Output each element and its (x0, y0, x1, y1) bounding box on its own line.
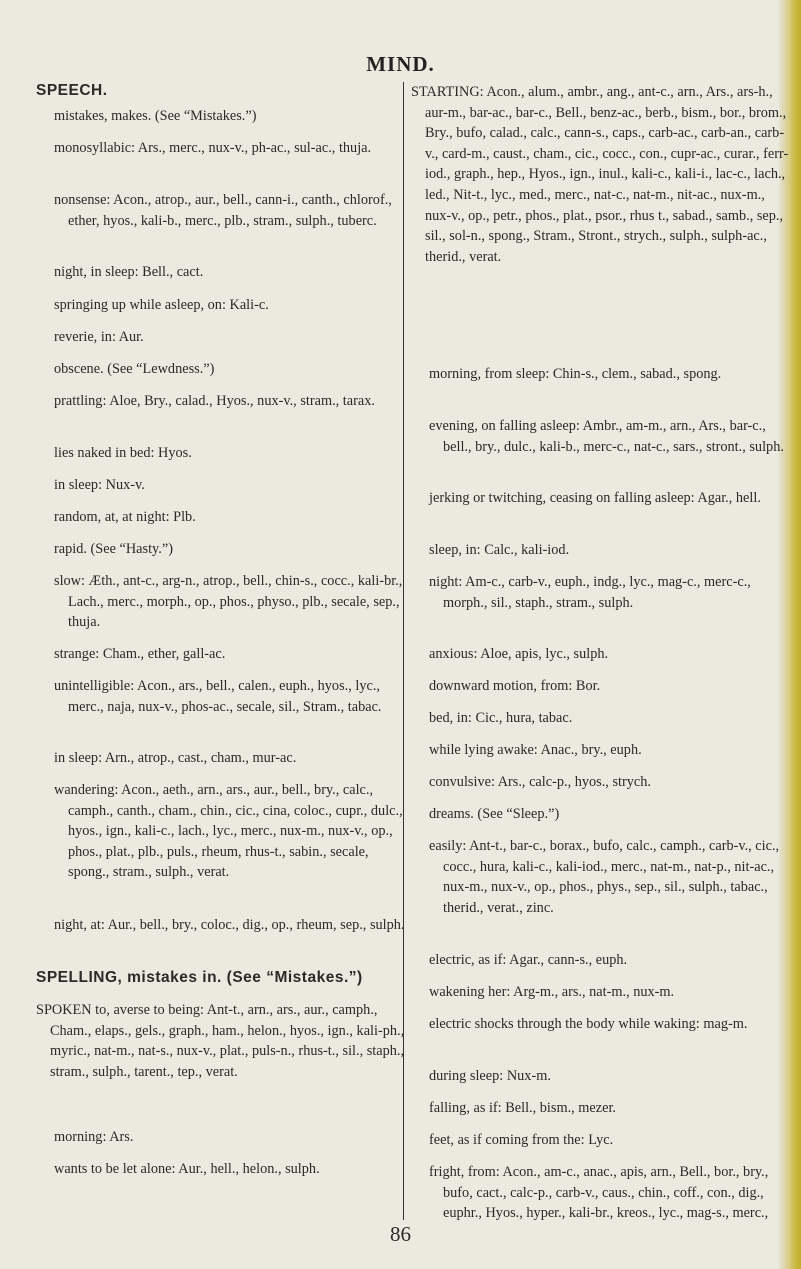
entry-starting: STARTING: Acon., alum., ambr., ang., ant-c., arn., Ars., ars-h., aur-m., bar-ac., bar-c., Bell., benz-ac., berb., bism., bor., brom., Bry., bufo, calad., calc., cann-s., caps., carb-ac., carb-an., carb-v., card-m., caust., cham., cic., cocc., con., cupr-ac., curar., ferr-iod., graph., hep., Hyos., ign., inul., kali-c., kali-i., lac-c., lach., led., Nit-t., lyc., med., merc., nat-c., nat-m., nit-ac., nux-m., nux-v., op., petr., phos., plat., psor., rhus t., sabad., samb., sep., sil., sol-n., spong., Stram., Stront., strych., sulph., sulph-ac., therid., verat. (411, 84, 789, 265)
entry-obscene: obscene. (See “Lewdness.”) (54, 361, 215, 377)
entry-morning-from-sleep: morning, from sleep: Chin-s., clem., sabad., spong. (429, 366, 722, 382)
entry-falling: falling, as if: Bell., bism., mezer. (429, 1100, 617, 1116)
entry-wants-alone: wants to be let alone: Aur., hell., helon., sulph. (54, 1161, 320, 1177)
entry-random: random, at, at night: Plb. (54, 509, 196, 525)
entry-sleep-in: sleep, in: Calc., kali-iod. (429, 542, 570, 558)
entry-slow: slow: Æth., ant-c., arg-n., atrop., bell., chin-s., cocc., kali-br., Lach., merc., morph., op., phos., physo., plb., secale, sep., thuja. (54, 573, 403, 631)
entry-night-in-sleep: night, in sleep: Bell., cact. (54, 264, 204, 280)
entry-morning-ars: morning: Ars. (54, 1129, 134, 1145)
entry-fright: fright, from: Acon., am-c., anac., apis, arn., Bell., bor., bry., bufo, cact., calc-p., carb-v., caus., chin., coff., con., dig., euphr., Hyos., hyper., kali-br., kreos., lyc., mag-s., merc., (429, 1164, 769, 1222)
entry-anxious: anxious: Aloe, apis, lyc., sulph. (429, 646, 609, 662)
page-number: 86 (390, 1222, 411, 1246)
entry-monosyllabic: monosyllabic: Ars., merc., nux-v., ph-ac., sul-ac., thuja. (54, 140, 372, 156)
entry-in-sleep-arn: in sleep: Arn., atrop., cast., cham., mur-ac. (54, 750, 297, 766)
entry-jerking: jerking or twitching, ceasing on falling asleep: Agar., hell. (429, 490, 761, 506)
entry-reverie: reverie, in: Aur. (54, 329, 144, 345)
entry-prattling: prattling: Aloe, Bry., calad., Hyos., nux-v., stram., tarax. (54, 393, 375, 409)
section-heading-speech: SPEECH. (36, 82, 108, 99)
entry-spelling: SPELLING, mistakes in. (See “Mistakes.”) (36, 969, 363, 986)
entry-nonsense: nonsense: Acon., atrop., aur., bell., cann-i., canth., chlorof., ether, hyos., kali-b., merc., plb., stram., sulph., tuberc. (54, 192, 392, 229)
entry-evening-falling-asleep: evening, on falling asleep: Ambr., am-m., arn., Ars., bar-c., bell., bry., dulc., kali-b., merc-c., nat-c., sars., stront., sulph. (429, 418, 784, 455)
entry-wakening-her: wakening her: Arg-m., ars., nat-m., nux-m. (429, 984, 675, 1000)
entry-during-sleep: during sleep: Nux-m. (429, 1068, 551, 1084)
entry-strange: strange: Cham., ether, gall-ac. (54, 646, 226, 662)
entry-in-sleep-nux: in sleep: Nux-v. (54, 477, 145, 493)
entry-rapid: rapid. (See “Hasty.”) (54, 541, 173, 557)
entry-springing-up: springing up while asleep, on: Kali-c. (54, 297, 269, 313)
entry-spoken-to: SPOKEN to, averse to being: Ant-t., arn., ars., aur., camph., Cham., elaps., gels., graph., ham., helon., hyos., ign., kali-ph., myric., nat-m., nat-s., nux-v., plat., puls-n., rhus-t., sil., staph., stram., sulph., tarent., tep., verat. (36, 1002, 405, 1080)
entry-electric-shocks: electric shocks through the body while waking: mag-m. (429, 1016, 748, 1032)
entry-electric: electric, as if: Agar., cann-s., euph. (429, 952, 628, 968)
entry-feet-coming: feet, as if coming from the: Lyc. (429, 1132, 614, 1148)
entry-night-at: night, at: Aur., bell., bry., coloc., dig., op., rheum, sep., sulph. (54, 917, 405, 933)
entry-downward: downward motion, from: Bor. (429, 678, 601, 694)
entry-bed-in: bed, in: Cic., hura, tabac. (429, 710, 573, 726)
entry-dreams: dreams. (See “Sleep.”) (429, 806, 560, 822)
entry-lies-naked: lies naked in bed: Hyos. (54, 445, 192, 461)
entry-lying-awake: while lying awake: Anac., bry., euph. (429, 742, 642, 758)
entry-unintelligible: unintelligible: Acon., ars., bell., calen., euph., hyos., lyc., merc., naja, nux-v., phos-ac., secale, sil., Stram., tabac. (54, 678, 382, 715)
running-header: MIND. (366, 52, 435, 76)
entry-convulsive: convulsive: Ars., calc-p., hyos., strych. (429, 774, 651, 790)
entry-easily: easily: Ant-t., bar-c., borax., bufo, calc., camph., carb-v., cic., cocc., hura, kali-c., kali-iod., merc., nat-m., nat-p., nit-ac., nux-m., nux-v., op., phos., phys., sep., sil., sulph., tabac., therid., verat., zinc. (429, 838, 780, 916)
entry-night-am-c: night: Am-c., carb-v., euph., indg., lyc., mag-c., merc-c., morph., sil., staph., stram., sulph. (429, 574, 751, 611)
entry-wandering: wandering: Acon., aeth., arn., ars., aur., bell., bry., calc., camph., canth., cham., chin., cic., cina, coloc., cupr., dulc., hyos., ign., kali-c., lach., lyc., merc., nux-m., nux-v., op., phos., plat., plb., puls., rheum, rhus-t., sabin., secale, spong., stram., sulph., verat. (54, 782, 403, 881)
entry-mistakes: mistakes, makes. (See “Mistakes.”) (54, 108, 257, 124)
